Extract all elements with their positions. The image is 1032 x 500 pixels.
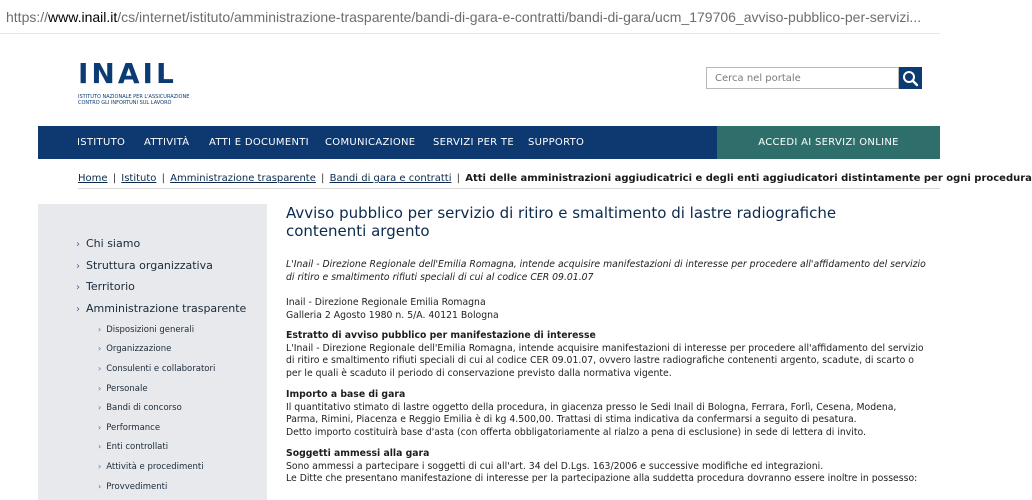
- logo-wordmark: INAIL: [78, 57, 177, 90]
- sidebar-subitem-label: Provvedimenti: [106, 482, 168, 492]
- sidebar-subitem-organizzazione[interactable]: [98, 344, 171, 354]
- breadcrumb-separator: |: [453, 173, 464, 184]
- url-scheme: https://: [6, 9, 49, 25]
- sidebar-item-chi-siamo[interactable]: [76, 237, 140, 250]
- sidebar-subitem-personale[interactable]: [98, 384, 148, 394]
- sidebar-subitem-label: Disposizioni generali: [106, 325, 195, 335]
- chevron-right-icon: ›: [98, 423, 102, 432]
- sidebar-subitem-label: Personale: [106, 384, 148, 394]
- chevron-right-icon: ›: [98, 462, 102, 471]
- sidebar-subitem-label: Enti controllati: [106, 442, 169, 452]
- sidebar-item-label: Struttura organizzativa: [86, 259, 213, 272]
- section-text: L'Inail - Direzione Regionale dell'Emilia Romagna, intende acquisire manifestazioni di interesse per procedere all'affidamento del servizio di ritiro e smaltimento rifiuti speciali di cui al codice CER 09.01.07, ovvero lastre radiografiche contenenti argento, scadute, di scarto o per le quali è scaduto il periodo di conservazione previsto dalla normativa vigente.: [286, 342, 924, 379]
- sidebar-item-struttura-organizzativa[interactable]: [76, 259, 213, 272]
- chevron-right-icon: ›: [76, 261, 80, 272]
- nav-supporto[interactable]: SUPPORTO: [528, 137, 585, 148]
- section-heading: Estratto di avviso pubblico per manifestazione di interesse: [286, 330, 596, 341]
- sidebar-item-territorio[interactable]: [76, 280, 135, 293]
- page-title: Avviso pubblico per servizio di ritiro e smaltimento di lastre radiografiche contenenti argento: [286, 204, 837, 240]
- sidebar-subitem-disposizioni-generali[interactable]: [98, 325, 194, 335]
- online-services-button[interactable]: ACCEDI AI SERVIZI ONLINE: [717, 126, 940, 159]
- breadcrumb-divider: [78, 188, 940, 189]
- chevron-right-icon: ›: [98, 442, 102, 451]
- search-icon: [899, 67, 922, 89]
- chevron-right-icon: ›: [98, 384, 102, 393]
- search-button[interactable]: [899, 67, 922, 89]
- section-soggetti: [286, 448, 926, 486]
- url-path: /cs/internet/istituto/amministrazione-trasparente/bandi-di-gara-e-contratti/bandi-di-gara/ucm_179706_avviso-pubblico-per-servizi...: [117, 9, 922, 25]
- breadcrumb-amministrazione-trasparente[interactable]: Amministrazione trasparente: [170, 173, 316, 184]
- sidebar-subitem-provvedimenti[interactable]: [98, 482, 167, 492]
- sidebar-item-label: Chi siamo: [86, 237, 141, 250]
- breadcrumb-home[interactable]: Home: [78, 173, 108, 184]
- sidebar-subitem-bandi-di-concorso[interactable]: [98, 403, 182, 413]
- section-text-2: Detto importo costituirà base d'asta (con offerta obbligatoriamente al rialzo a pena di esclusione) in sede di lettera di invito.: [286, 426, 866, 438]
- logo-subtitle: ISTITUTO NAZIONALE PER L'ASSICURAZIONE CONTRO GLI INFORTUNI SUL LAVORO: [78, 94, 190, 106]
- breadcrumb-bandi-di-gara[interactable]: Bandi di gara e contratti: [329, 173, 452, 184]
- sidebar: [38, 204, 267, 500]
- sidebar-item-label: Territorio: [86, 280, 135, 293]
- breadcrumb-separator: |: [158, 173, 169, 184]
- section-heading: Soggetti ammessi alla gara: [286, 448, 430, 459]
- chevron-right-icon: ›: [98, 364, 102, 373]
- chevron-right-icon: ›: [76, 304, 80, 315]
- article-intro: L'Inail - Direzione Regionale dell'Emilia Romagna, intende acquisire manifestazioni di interesse per procedere all'affidamento del servizio di ritiro e smaltimento rifiuti speciali di cui al codice CER 09.01.07: [286, 259, 926, 283]
- section-estratto: [286, 330, 926, 380]
- chevron-right-icon: ›: [98, 325, 102, 334]
- breadcrumb: [78, 171, 1032, 187]
- sidebar-subitem-label: Organizzazione: [106, 344, 172, 354]
- section-text: Il quantitativo stimato di lastre oggetto della procedura, in giacenza presso le Sedi Inail di Bologna, Ferrara, Forlì, Cesena, Modena, Parma, Rimini, Piacenza e Reggio Emilia è di kg 4.500,00. Trattasi di stima indicativa da confermarsi a seguito di pesatura.: [286, 401, 897, 425]
- section-text: Sono ammessi a partecipare i soggetti di cui all'art. 34 del D.Lgs. 163/2006 e successive modifiche ed integrazioni.: [286, 460, 824, 472]
- article-address: [286, 297, 926, 322]
- breadcrumb-separator: |: [317, 173, 328, 184]
- nav-attivita[interactable]: ATTIVITÀ: [144, 137, 190, 148]
- sidebar-subitem-label: Consulenti e collaboratori: [106, 364, 216, 374]
- site-search: [706, 67, 922, 89]
- section-heading: Importo a base di gara: [286, 389, 406, 400]
- nav-istituto[interactable]: ISTITUTO: [77, 137, 126, 148]
- sidebar-item-amministrazione-trasparente[interactable]: [76, 302, 246, 315]
- sidebar-subitem-label: Attività e procedimenti: [106, 462, 204, 472]
- address-bar[interactable]: [0, 0, 940, 34]
- chevron-right-icon: ›: [76, 239, 80, 250]
- chevron-right-icon: ›: [98, 482, 102, 491]
- sidebar-subitem-attivita-procedimenti[interactable]: [98, 462, 204, 472]
- sidebar-subitem-label: Performance: [106, 423, 161, 433]
- chevron-right-icon: ›: [98, 403, 102, 412]
- sidebar-subitem-consulenti-collaboratori[interactable]: [98, 364, 215, 374]
- address-line-2: Galleria 2 Agosto 1980 n. 5/A. 40121 Bologna: [286, 309, 499, 321]
- url-host: www.inail.it: [48, 9, 118, 25]
- sidebar-subitem-label: Bandi di concorso: [106, 403, 182, 413]
- sidebar-subitem-enti-controllati[interactable]: [98, 442, 168, 452]
- breadcrumb-current: Atti delle amministrazioni aggiudicatrici e degli enti aggiudicatori distintamente per ogni procedura: [465, 173, 1032, 184]
- address-line-1: Inail - Direzione Regionale Emilia Romagna: [286, 297, 486, 308]
- search-input[interactable]: [706, 67, 899, 89]
- chevron-right-icon: ›: [76, 282, 80, 293]
- sidebar-subitem-performance[interactable]: [98, 423, 160, 433]
- breadcrumb-istituto[interactable]: Istituto: [121, 173, 157, 184]
- nav-atti-e-documenti[interactable]: ATTI E DOCUMENTI: [209, 137, 309, 148]
- inail-logo[interactable]: [78, 57, 218, 110]
- chevron-right-icon: ›: [98, 344, 102, 353]
- nav-servizi-per-te[interactable]: SERVIZI PER TE: [433, 137, 514, 148]
- section-importo: [286, 389, 926, 439]
- sidebar-item-label: Amministrazione trasparente: [86, 302, 247, 315]
- nav-comunicazione[interactable]: COMUNICAZIONE: [325, 137, 416, 148]
- breadcrumb-separator: |: [109, 173, 120, 184]
- section-text-2: Le Ditte che presentano manifestazione di interesse per la partecipazione alla suddetta procedura dovranno essere inoltre in possesso:: [286, 473, 918, 484]
